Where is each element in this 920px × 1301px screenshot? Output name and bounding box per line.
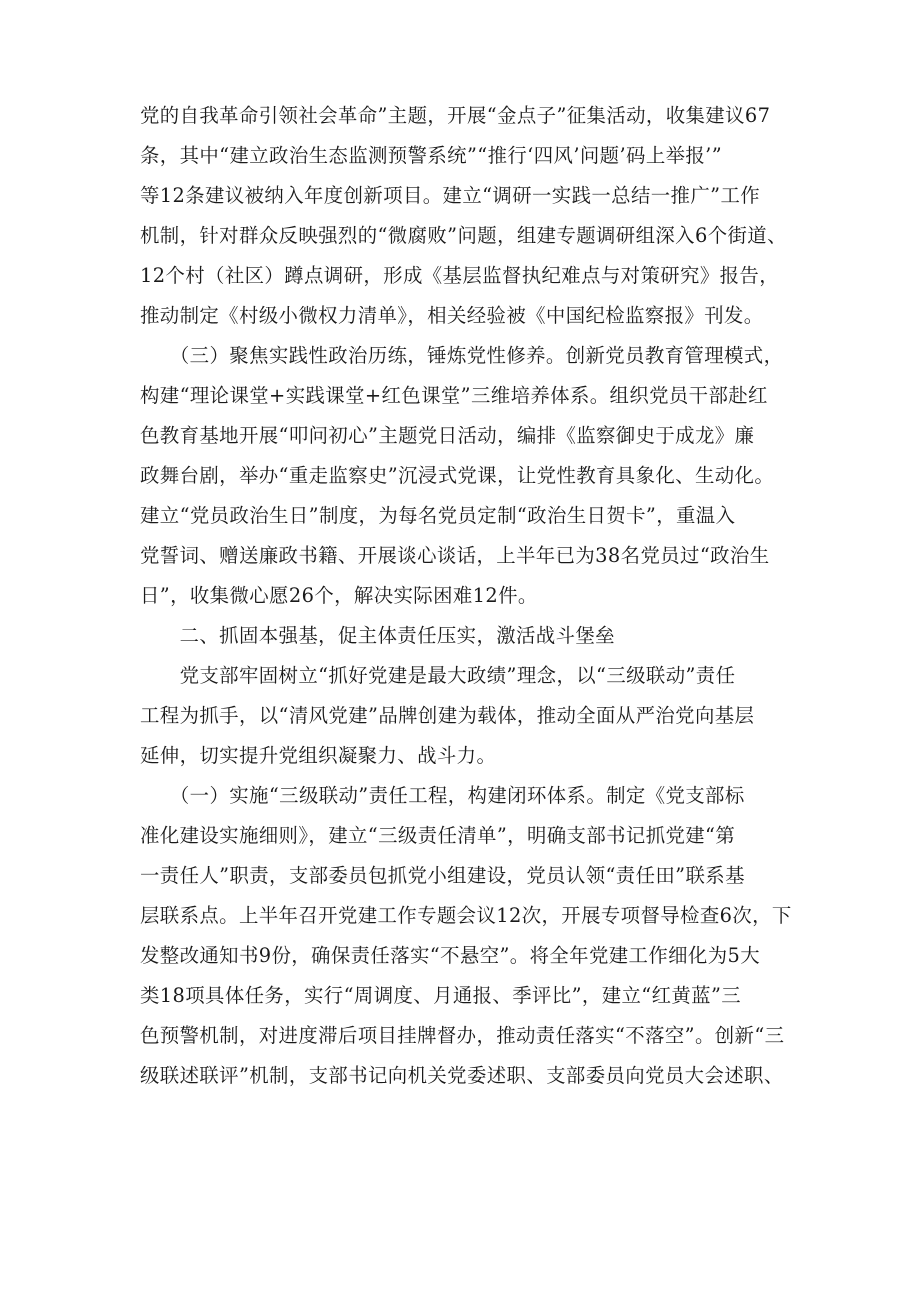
text-line: 日”，收集微心愿26个，解决实际困难12件。 — [140, 584, 538, 607]
text-line: 色预警机制，对进度滞后项目挂牌督办，推动责任落实“不落空”。创新“三 — [140, 1024, 785, 1047]
text-line: 延伸，切实提升党组织凝聚力、战斗力。 — [140, 744, 497, 767]
text-line: 机制，针对群众反映强烈的“微腐败”问题，组建专题调研组深入6个街道、 — [140, 224, 787, 247]
text-line: 党的自我革命引领社会革命”主题，开展“金点子”征集活动，收集建议67 — [140, 104, 771, 127]
text-line: 发整改通知书9份，确保责任落实“不悬空”。将全年党建工作细化为5大 — [140, 944, 761, 967]
text-line: 党支部牢固树立“抓好党建是最大政绩”理念，以“三级联动”责任 — [140, 664, 736, 687]
text-line: 推动制定《村级小微权力清单》，相关经验被《中国纪检监察报》刊发。 — [140, 304, 764, 327]
text-line: 构建“理论课堂+实践课堂+红色课堂”三维培养体系。组织党员干部赴红 — [140, 384, 768, 407]
section-heading: 二、抓固本强基，促主体责任压实，激活战斗堡垒 — [140, 624, 615, 647]
text-line: 级联述联评”机制，支部书记向机关党委述职、支部委员向党员大会述职、 — [140, 1064, 784, 1087]
text-line: 建立“党员政治生日”制度，为每名党员定制“政治生日贺卡”，重温入 — [140, 504, 736, 527]
text-line: 一责任人”职责，支部委员包抓党小组建设，党员认领“责任田”联系基 — [140, 864, 745, 887]
text-line: 政舞台剧，举办“重走监察史”沉浸式党课，让党性教育具象化、生动化。 — [140, 464, 775, 487]
text-line: 准化建设实施细则》，建立“三级责任清单”，明确支部书记抓党建“第 — [140, 824, 736, 847]
text-line: 层联系点。上半年召开党建工作专题会议12次，开展专项督导检查6次，下 — [140, 904, 792, 927]
text-line: 类18项具体任务，实行“周调度、月通报、季评比”，建立“红黄蓝”三 — [140, 984, 742, 1007]
text-line: 12个村（社区）蹲点调研，形成《基层监督执纪难点与对策研究》报告， — [140, 264, 779, 287]
text-line: 工程为抓手，以“清风党建”品牌创建为载体，推动全面从严治党向基层 — [140, 704, 755, 727]
text-line: （三）聚焦实践性政治历练，锤炼党性修养。创新党员教育管理模式， — [140, 344, 784, 367]
text-line: 党誓词、赠送廉政书籍、开展谈心谈话，上半年已为38名党员过“政治生 — [140, 544, 770, 567]
text-line: （一）实施“三级联动”责任工程，构建闭环体系。制定《党支部标 — [140, 784, 745, 807]
text-line: 色教育基地开展“叩问初心”主题党日活动，编排《监察御史于成龙》廉 — [140, 424, 755, 447]
text-line: 等12条建议被纳入年度创新项目。建立“调研一实践一总结一推广”工作 — [140, 184, 761, 207]
text-line: 条，其中“建立政治生态监测预警系统”“推行‘四风’问题’码上举报’” — [140, 144, 723, 167]
